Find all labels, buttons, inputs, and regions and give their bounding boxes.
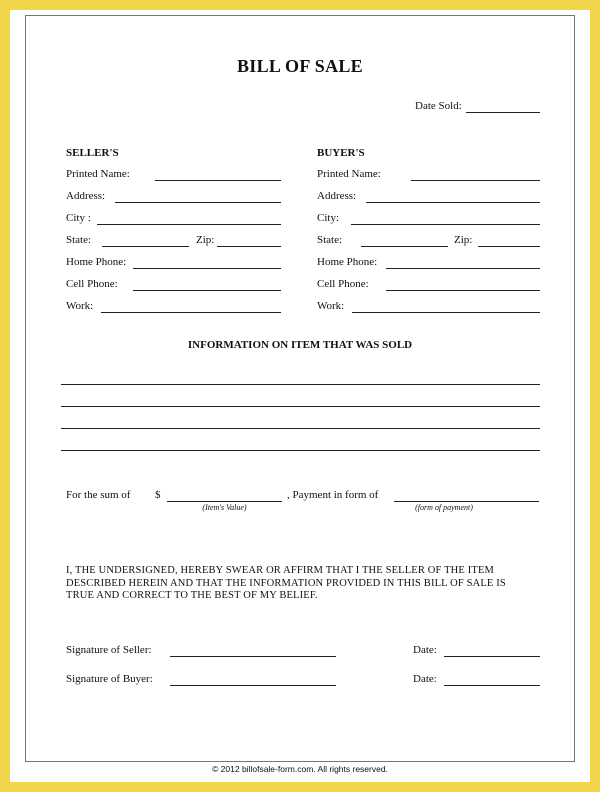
buyer-home-phone-field[interactable] xyxy=(386,268,540,269)
buyer-zip-label: Zip: xyxy=(454,234,473,246)
seller-cell-phone-field[interactable] xyxy=(133,290,281,291)
payment-form-caption: (form of payment) xyxy=(415,503,473,512)
seller-cell-phone-label: Cell Phone: xyxy=(66,278,118,290)
payment-form-field[interactable] xyxy=(394,501,539,502)
affirmation-line-1: I, THE UNDERSIGNED, HEREBY SWEAR OR AFFIRM THAT I THE SELLER OF THE ITEM xyxy=(66,565,494,576)
buyer-signature-label: Signature of Buyer: xyxy=(66,673,153,685)
buyer-state-field[interactable] xyxy=(361,246,448,247)
seller-city-field[interactable] xyxy=(97,224,281,225)
buyer-zip-field[interactable] xyxy=(478,246,540,247)
document-title: BILL OF SALE xyxy=(237,56,363,76)
buyer-work-field[interactable] xyxy=(352,312,540,313)
buyer-city-field[interactable] xyxy=(351,224,540,225)
item-description-line-2[interactable] xyxy=(61,406,540,407)
seller-home-phone-label: Home Phone: xyxy=(66,256,127,268)
item-description-line-3[interactable] xyxy=(61,428,540,429)
seller-signature-field[interactable] xyxy=(170,656,336,657)
seller-work-label: Work: xyxy=(66,300,94,312)
buyer-signature-date-label: Date: xyxy=(413,673,437,685)
buyer-printed-name-field[interactable] xyxy=(411,180,540,181)
seller-heading: SELLER'S xyxy=(66,147,119,159)
seller-state-field[interactable] xyxy=(102,246,189,247)
seller-address-field[interactable] xyxy=(115,202,281,203)
item-value-caption: (Item's Value) xyxy=(202,503,247,512)
seller-signature-date-label: Date: xyxy=(413,644,437,656)
item-description-line-1[interactable] xyxy=(61,384,540,385)
sum-label: For the sum of xyxy=(66,489,131,501)
document-sheet xyxy=(10,10,590,782)
buyer-address-label: Address: xyxy=(317,190,357,202)
seller-zip-label: Zip: xyxy=(196,234,215,246)
buyer-address-field[interactable] xyxy=(366,202,540,203)
item-info-heading: INFORMATION ON ITEM THAT WAS SOLD xyxy=(187,339,413,351)
affirmation-text xyxy=(66,565,506,603)
buyer-home-phone-label: Home Phone: xyxy=(317,256,378,268)
seller-printed-name-field[interactable] xyxy=(155,180,281,181)
buyer-signature-field[interactable] xyxy=(170,685,336,686)
seller-home-phone-field[interactable] xyxy=(133,268,281,269)
seller-printed-name-label: Printed Name: xyxy=(66,168,130,180)
seller-city-label: City : xyxy=(66,212,91,224)
buyer-cell-phone-field[interactable] xyxy=(386,290,540,291)
currency-symbol: $ xyxy=(155,489,161,501)
affirmation-line-2: DESCRIBED HEREIN AND THAT THE INFORMATION PROVIDED IN THIS BILL OF SALE IS xyxy=(66,577,506,589)
seller-address-label: Address: xyxy=(66,190,106,202)
buyer-work-label: Work: xyxy=(317,300,345,312)
seller-signature-date-field[interactable] xyxy=(444,656,540,657)
affirmation-line-3: TRUE AND CORRECT TO THE BEST OF MY BELIEF. xyxy=(66,590,318,601)
date-sold-field[interactable] xyxy=(466,112,540,113)
buyer-cell-phone-label: Cell Phone: xyxy=(317,278,369,290)
seller-signature-label: Signature of Seller: xyxy=(66,644,152,656)
buyer-heading: BUYER'S xyxy=(317,147,365,159)
item-value-field[interactable] xyxy=(167,501,282,502)
seller-work-field[interactable] xyxy=(101,312,281,313)
buyer-city-label: City: xyxy=(317,212,340,224)
date-sold-label: Date Sold: xyxy=(415,100,462,112)
buyer-printed-name-label: Printed Name: xyxy=(317,168,381,180)
copyright-footer: © 2012 billofsale-form.com. All rights reserved. xyxy=(212,764,388,774)
seller-state-label: State: xyxy=(66,234,92,246)
item-description-line-4[interactable] xyxy=(61,450,540,451)
seller-zip-field[interactable] xyxy=(217,246,281,247)
buyer-signature-date-field[interactable] xyxy=(444,685,540,686)
buyer-state-label: State: xyxy=(317,234,343,246)
payment-form-label: , Payment in form of xyxy=(287,489,379,501)
